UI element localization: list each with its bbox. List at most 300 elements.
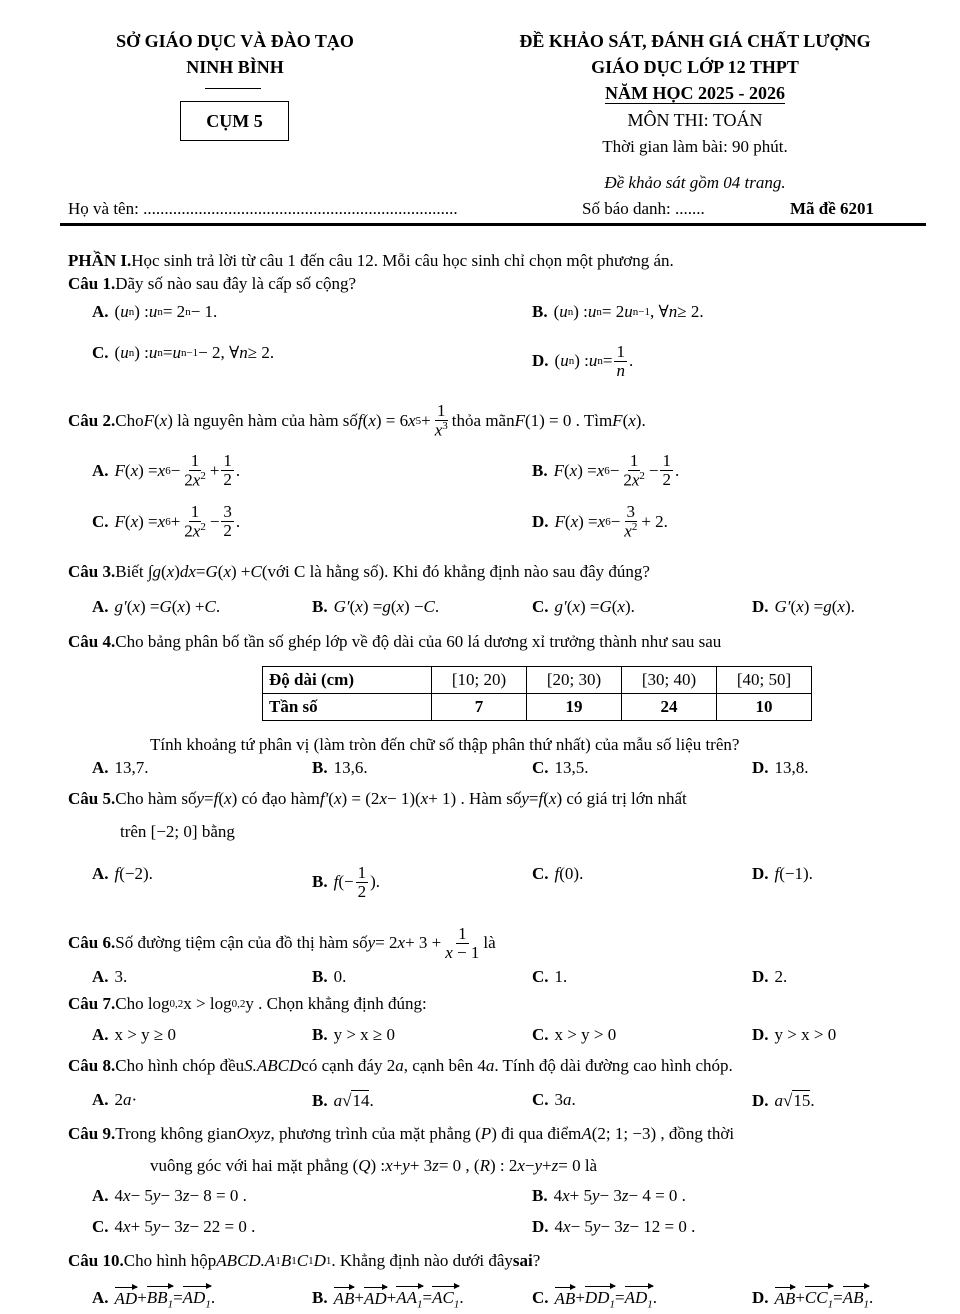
option-c[interactable] (532, 758, 589, 778)
math-var: x (837, 597, 845, 616)
option-a[interactable] (92, 1186, 247, 1206)
option-b[interactable] (312, 864, 380, 901)
text: ) = (138, 511, 158, 531)
question-text (150, 1156, 597, 1176)
option-letter: B. (532, 1186, 548, 1205)
text: ( (349, 597, 356, 616)
text: ) + (184, 597, 205, 616)
text: AB (842, 1288, 864, 1307)
text: ) : (134, 302, 149, 321)
math-var: u (559, 302, 568, 321)
math-var: x (123, 1217, 131, 1236)
text: thỏa mãn (451, 410, 515, 430)
option-a[interactable] (92, 864, 153, 884)
math-var: F (612, 410, 623, 430)
numerator (628, 452, 641, 471)
text: ( (553, 302, 560, 321)
text: + (421, 410, 431, 430)
text: (1) = 0 . Tìm (524, 410, 613, 430)
math-var: x (420, 789, 429, 808)
text: x > log (183, 994, 232, 1013)
subscript: 0,2 (169, 998, 184, 1010)
option-a[interactable] (92, 1090, 137, 1110)
math-var: x (177, 597, 185, 616)
text: (−2). (119, 864, 153, 883)
option-letter: A. (92, 758, 109, 777)
text: BB (146, 1288, 168, 1307)
question-stem (68, 789, 687, 809)
numerator (221, 503, 234, 522)
option-a[interactable] (92, 967, 127, 987)
text: x > y ≥ 0 (114, 1025, 176, 1044)
math-var: y (521, 789, 529, 808)
text: . (810, 1090, 815, 1110)
denominator (660, 471, 673, 489)
option-a[interactable] (92, 758, 149, 778)
text: ). (624, 597, 635, 616)
text: ) : (370, 1156, 386, 1175)
text: ) + (231, 562, 251, 581)
math-var: u (587, 302, 597, 321)
text: ) (174, 562, 180, 581)
text: − (610, 511, 621, 531)
option-d[interactable] (752, 758, 809, 778)
text: 2. (774, 967, 788, 986)
text: Cho bảng phân bố tần số ghép lớp về độ dài của 60 lá dương xỉ trưởng thành như sau sau (115, 632, 722, 651)
option-d[interactable] (752, 1090, 815, 1111)
text: AB (333, 1289, 355, 1309)
text: AB (774, 1289, 796, 1309)
text: − (609, 460, 620, 480)
option-letter: B. (312, 967, 328, 986)
option-letter: A. (92, 1186, 109, 1205)
bold-text: Câu 7. (68, 994, 116, 1013)
superscript: n (185, 306, 191, 318)
text: = (614, 1288, 625, 1308)
text: . (628, 351, 634, 371)
bold-text: Câu 2. (68, 410, 116, 430)
text: = (602, 351, 613, 371)
math-var: x (408, 410, 416, 430)
option-d[interactable] (752, 1286, 873, 1310)
subscript: n (596, 306, 602, 318)
math-var: x (355, 597, 363, 616)
text: ). (635, 410, 646, 430)
math-var: y (591, 1186, 600, 1205)
text: Dãy số nào sau đây là cấp số cộng? (115, 274, 356, 293)
text: − 2, ∀ (198, 343, 240, 362)
math-var: n (616, 360, 625, 380)
table-cell: 19 (527, 694, 622, 721)
math-var: u (120, 302, 129, 321)
text: (0). (559, 864, 584, 883)
math-var: x (572, 597, 580, 616)
text: − (648, 460, 659, 480)
fraction (356, 864, 369, 901)
option-a[interactable] (92, 597, 220, 617)
option-c[interactable] (92, 1217, 255, 1237)
math-var: x (157, 511, 166, 531)
header-rule (60, 223, 926, 226)
option-b[interactable] (312, 1286, 464, 1310)
bold-text: Câu 8. (68, 1056, 116, 1075)
fraction (622, 503, 639, 540)
question-stem (68, 632, 721, 652)
math-var: B (280, 1251, 292, 1270)
text: + (354, 1288, 364, 1308)
math-var: x (628, 410, 636, 430)
text: − 22 = 0 . (189, 1217, 256, 1236)
text: − 1 (452, 942, 480, 962)
fraction (621, 452, 647, 489)
math-var: G (599, 597, 612, 616)
question-stem (68, 402, 646, 439)
vector (805, 1286, 833, 1310)
text: ) = (138, 460, 158, 480)
fraction (182, 503, 208, 540)
math-var: x (368, 410, 376, 430)
section-heading (68, 251, 674, 271)
option-letter: D. (752, 1288, 769, 1308)
text: 2 (223, 470, 232, 490)
text: . (235, 511, 241, 531)
option-c[interactable] (532, 1286, 657, 1310)
math-var: f (114, 864, 120, 883)
text: 2 (223, 521, 232, 541)
option-a[interactable] (92, 302, 217, 322)
text: 2 (623, 470, 632, 490)
vector (585, 1286, 615, 1310)
option-d[interactable] (752, 1025, 836, 1045)
table-header-length: Độ dài (cm) (263, 667, 432, 694)
text: + 5 (130, 1217, 153, 1236)
text: = (528, 789, 539, 808)
text: 4 (114, 1217, 124, 1236)
fraction (614, 343, 627, 380)
math-var: x (562, 1186, 570, 1205)
text: = (195, 562, 206, 581)
text: = (173, 1288, 183, 1308)
table-row (263, 694, 812, 721)
math-var: x (624, 521, 632, 541)
superscript: 5 (415, 414, 422, 427)
text: = (204, 789, 214, 808)
math-var: a (395, 1056, 404, 1075)
text: ) : 2 (489, 1156, 518, 1175)
text: 1 (190, 451, 200, 470)
math-var: x (385, 1156, 393, 1175)
option-a[interactable] (92, 1025, 176, 1045)
subscript: 1 (167, 1298, 174, 1311)
superscript: 6 (605, 515, 611, 528)
bold-text: Câu 5. (68, 789, 116, 808)
table-cell: [30; 40) (622, 667, 717, 694)
fraction (182, 452, 208, 489)
option-d[interactable] (532, 343, 633, 380)
table-cell: 7 (432, 694, 527, 721)
text: ( (554, 351, 561, 371)
option-letter: C. (92, 1217, 109, 1236)
option-letter: C. (532, 597, 549, 616)
denominator (443, 944, 481, 962)
math-var: y (152, 1217, 161, 1236)
vector (555, 1287, 576, 1309)
math-var: f (774, 864, 780, 883)
math-var: F (114, 511, 125, 531)
text: Trong không gian (115, 1124, 237, 1143)
text: 4 (553, 1186, 563, 1205)
denominator (433, 421, 450, 440)
numerator (625, 503, 638, 522)
subscript: 1 (291, 1255, 297, 1267)
math-var: g′ (114, 597, 127, 616)
option-letter: B. (532, 302, 548, 321)
text: ) : (134, 343, 149, 362)
text: ( (126, 597, 133, 616)
department-name: SỞ GIÁO DỤC VÀ ĐÀO TẠO (116, 31, 354, 51)
option-b[interactable] (532, 302, 704, 322)
option-d[interactable] (752, 864, 813, 884)
text: . (235, 460, 241, 480)
question-stem (68, 1056, 733, 1076)
math-var: y (196, 789, 205, 808)
text: 3 (554, 1090, 564, 1109)
candidate-id-field[interactable]: Số báo danh: ....... (582, 199, 705, 218)
option-b[interactable] (312, 1090, 374, 1111)
math-var: f (213, 789, 219, 808)
text: , ∀ (649, 302, 669, 321)
text: Số đường tiệm cận của đồ thị hàm số (115, 933, 368, 953)
superscript: 2 (631, 520, 638, 533)
subscript: 1 (609, 1298, 615, 1311)
text: ( (114, 343, 121, 362)
option-letter: C. (532, 1288, 549, 1308)
math-var: x (596, 460, 605, 480)
text: ( (543, 789, 549, 808)
text: , phương trình của mặt phẳng ( (270, 1124, 481, 1143)
option-b[interactable] (532, 452, 679, 489)
denominator (221, 522, 234, 540)
text: + (542, 1156, 552, 1175)
option-letter: D. (752, 864, 769, 883)
math-var: x (159, 410, 168, 430)
text: + 2. (641, 511, 668, 531)
math-var: n (668, 302, 678, 321)
text: 1 (357, 863, 367, 882)
math-var: F (554, 511, 565, 531)
math-var: a (123, 1090, 132, 1109)
option-letter: C. (532, 864, 549, 883)
bold-text: Câu 6. (68, 933, 116, 953)
option-letter: D. (752, 1025, 769, 1044)
option-letter: C. (532, 967, 549, 986)
bold-text: Câu 4. (68, 632, 116, 651)
question-stem (68, 562, 650, 582)
math-var: z (182, 1186, 190, 1205)
math-var: C (204, 597, 216, 616)
text: − 3 (599, 1186, 622, 1205)
math-var: a (563, 1090, 572, 1109)
denominator (221, 471, 234, 489)
option-c[interactable] (532, 597, 635, 617)
text: Cho log (115, 994, 170, 1013)
superscript: 3 (442, 419, 448, 432)
text: Học sinh trả lời từ câu 1 đến câu 12. Mỗi câu học sinh chỉ chọn một phương án. (131, 251, 674, 270)
math-var: x (631, 470, 640, 490)
subscript: 1 (863, 1298, 869, 1311)
vector (115, 1287, 138, 1309)
subscript: 1 (647, 1298, 653, 1311)
math-var: x (569, 460, 578, 480)
option-b[interactable] (312, 758, 368, 778)
option-d[interactable] (532, 503, 668, 540)
vector (364, 1287, 387, 1309)
bold-text: Câu 10. (68, 1251, 124, 1270)
math-var: a (333, 1090, 343, 1110)
math-var: dx (179, 562, 196, 581)
text: ) = (803, 597, 824, 616)
text: 13,5. (554, 758, 589, 777)
text: ) = (578, 511, 598, 531)
superscript: 6 (165, 515, 171, 528)
option-letter: D. (532, 1217, 549, 1236)
text: − 3 (600, 1217, 623, 1236)
text: ( (328, 789, 334, 808)
subscript: n (567, 306, 574, 318)
math-var: F (114, 460, 125, 480)
option-a[interactable] (92, 452, 240, 489)
option-b[interactable] (312, 597, 439, 617)
option-a[interactable] (92, 1286, 215, 1310)
text: − (209, 511, 220, 531)
option-letter: A. (92, 1025, 109, 1044)
subscript: n (128, 347, 135, 359)
option-c[interactable] (92, 503, 240, 540)
table-cell: 24 (622, 694, 717, 721)
school-year: NĂM HỌC 2025 - 2026 (605, 83, 785, 103)
math-var: x (396, 597, 405, 616)
math-var: g (382, 597, 391, 616)
math-var: u (148, 343, 158, 362)
text: ) : (574, 351, 589, 371)
math-var: a (774, 1090, 784, 1110)
text: − 3 (160, 1217, 183, 1236)
math-var: u (560, 351, 569, 371)
text: . (868, 1288, 874, 1308)
numerator (356, 864, 369, 883)
math-var: G (205, 562, 218, 581)
text: (với C là hằng số). Khi đó khẳng định nào sau đây đúng? (261, 562, 650, 581)
text: AD (624, 1288, 648, 1307)
text: − 5 (570, 1217, 593, 1236)
text: − 5 (130, 1186, 153, 1205)
option-c[interactable] (532, 864, 583, 884)
table-cell: [40; 50] (717, 667, 812, 694)
math-var: x (517, 1156, 525, 1175)
option-d[interactable] (752, 597, 855, 617)
text: AD (114, 1289, 138, 1309)
text: = 0 là (558, 1156, 598, 1175)
option-c[interactable] (532, 1090, 576, 1110)
math-var: Q (358, 1156, 371, 1175)
math-var: x (157, 460, 166, 480)
text: ( (564, 511, 571, 531)
math-var: ABCD.A (216, 1251, 276, 1270)
text: 13,6. (333, 758, 368, 777)
superscript: 6 (165, 464, 171, 477)
text: 2 (357, 881, 367, 901)
math-var: S.ABCD (244, 1056, 302, 1075)
math-var: x (570, 511, 579, 531)
fraction (433, 402, 450, 439)
text: ) = (2 (341, 789, 380, 808)
text: ( (124, 460, 131, 480)
vector (432, 1286, 459, 1310)
math-var: x (130, 460, 139, 480)
option-c[interactable] (92, 343, 274, 363)
text: Cho (115, 410, 144, 430)
math-var: x (333, 789, 342, 808)
text: Biết ∫ (115, 562, 153, 581)
option-b[interactable] (312, 967, 346, 987)
math-var: y (367, 933, 376, 953)
option-c[interactable] (532, 967, 567, 987)
text: ( (390, 597, 397, 616)
option-letter: D. (752, 967, 769, 986)
text: . (459, 1288, 464, 1308)
subscript: 1 (417, 1298, 423, 1311)
text: 4 (554, 1217, 564, 1236)
text: . (215, 597, 221, 616)
text: ) có giá trị lớn nhất (556, 789, 687, 808)
math-var: x (130, 511, 139, 531)
text: = 2 (601, 302, 625, 321)
text: 1 (662, 451, 671, 471)
text: 13,8. (774, 758, 809, 777)
text: ) là nguyên hàm của hàm số (167, 410, 358, 430)
math-var: a (485, 1056, 495, 1075)
option-d[interactable] (752, 967, 787, 987)
math-var: C (423, 597, 435, 616)
option-letter: D. (752, 758, 769, 777)
subscript: 1 (275, 1255, 281, 1267)
math-var: x (397, 933, 406, 953)
text: 1 (616, 342, 625, 361)
text: 2 (662, 470, 671, 490)
option-b[interactable] (532, 1186, 686, 1206)
math-var: x (563, 1217, 571, 1236)
option-d[interactable] (532, 1217, 695, 1237)
math-var: x (192, 521, 201, 541)
option-letter: C. (532, 1025, 549, 1044)
option-b[interactable] (312, 1025, 395, 1045)
text: CC (804, 1288, 828, 1307)
math-var: x (796, 597, 804, 616)
option-c[interactable] (532, 1025, 616, 1045)
text: . (652, 1288, 657, 1308)
vector (183, 1286, 211, 1310)
text: ( (563, 460, 570, 480)
name-field[interactable]: Họ và tên: .......................................................................... (68, 199, 458, 218)
math-var: n (239, 343, 248, 362)
text: − 3 (160, 1186, 183, 1205)
subject: MÔN THI: TOÁN (627, 110, 763, 130)
denominator (356, 883, 369, 901)
text: y > x > 0 (774, 1025, 837, 1044)
text: ) : (573, 302, 588, 321)
text: . (434, 597, 440, 616)
text: √ (783, 1090, 793, 1110)
